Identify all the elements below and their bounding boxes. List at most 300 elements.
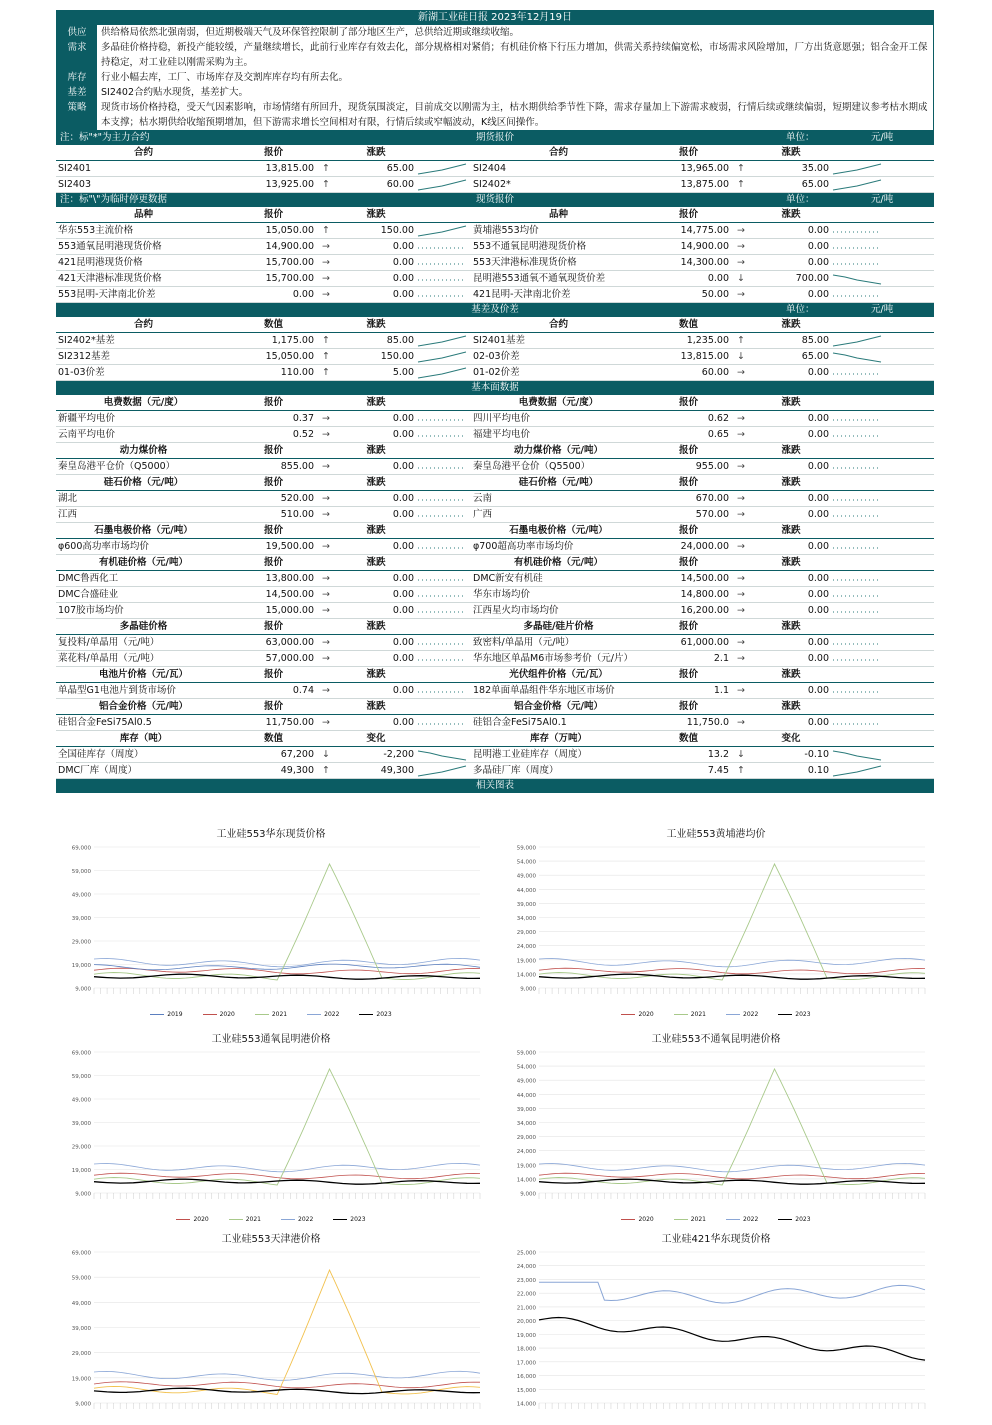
legend-label: 2021 [245, 1216, 261, 1223]
row-value: 14,800.00 [646, 587, 731, 603]
change-arrow-icon: → [316, 507, 336, 523]
table-header-row [56, 619, 934, 635]
row-change: 0.00 [336, 651, 416, 667]
legend-item [674, 1216, 706, 1223]
sparkline [831, 428, 883, 442]
y-tick-label: 39,000 [71, 1326, 91, 1332]
column-header: 涨跌 [336, 395, 416, 411]
legend-item [674, 1011, 706, 1018]
legend-item [778, 1011, 810, 1018]
row-label: DMC鲁西化工 [56, 571, 231, 587]
y-tick-label: 59,000 [516, 845, 536, 852]
table-header-row [56, 395, 934, 411]
column-header [316, 475, 336, 491]
change-arrow-icon: → [731, 539, 751, 555]
summary-text: SI2402合约贴水现货，基差扩大。 [101, 87, 249, 98]
row-value: 67,200 [231, 747, 316, 763]
legend-label: 2023 [795, 1011, 811, 1018]
table-row [56, 507, 934, 523]
row-value: 520.00 [231, 491, 316, 507]
row-change: 0.00 [751, 223, 831, 239]
data-table [56, 667, 934, 699]
row-label: 01-02价差 [471, 365, 646, 381]
trend-cell [831, 539, 934, 555]
sparkline [416, 716, 468, 730]
summary-text: 多晶硅价格持稳，新投产能较缓，产量继续增长，此前行业库存有效去化，部分规格相对紧俏；有机硅价格下行压力增加，供需关系持续偏宽松，市场需求风险增加，厂方出货意愿强；铝合金开工保持稳定，对工业硅以刚需采购为主。 [101, 42, 928, 68]
y-tick-label: 49,000 [516, 1078, 536, 1085]
row-change: 0.00 [336, 683, 416, 699]
summary-text: 行业小幅去库，工厂、市场库存及交割库库存均有所去化。 [101, 72, 349, 83]
trend-cell [416, 763, 471, 779]
y-tick-label: 54,000 [516, 859, 536, 866]
column-header: 报价 [231, 555, 316, 571]
section-header [56, 131, 934, 145]
legend-swatch-icon [726, 1014, 740, 1016]
trend-cell [831, 287, 934, 303]
y-tick-label: 69,000 [71, 1250, 91, 1257]
column-header [831, 731, 934, 747]
trend-cell [416, 651, 471, 667]
row-value: 2.1 [646, 651, 731, 667]
data-table [56, 145, 934, 193]
table-row [56, 747, 934, 763]
series-line [539, 1282, 925, 1303]
row-label: SI2402*基差 [56, 333, 231, 349]
sparkline [831, 178, 883, 192]
sparkline [831, 508, 883, 522]
data-table [56, 555, 934, 619]
column-header: 报价 [231, 207, 316, 223]
series-line [94, 1173, 480, 1179]
y-tick-label: 49,000 [516, 873, 536, 880]
row-label: 553不通氧昆明港现货价格 [471, 239, 646, 255]
y-tick-label: 29,000 [516, 1135, 536, 1142]
legend-label: 2020 [219, 1011, 235, 1018]
trend-cell [831, 427, 934, 443]
change-arrow-icon: → [316, 603, 336, 619]
change-arrow-icon: → [731, 427, 751, 443]
table-row [56, 459, 934, 475]
row-change: 0.10 [751, 763, 831, 779]
sparkline [831, 460, 883, 474]
column-header: 多晶硅/硅片价格 [471, 619, 646, 635]
table-row [56, 763, 934, 779]
unit-value: 元/吨 [871, 304, 894, 315]
report-title: 新湖工业硅日报 2023年12月19日 [56, 10, 934, 25]
column-header: 涨跌 [336, 699, 416, 715]
sparkline [831, 684, 883, 698]
section-title: 期货报价 [475, 132, 514, 143]
sparkline [831, 162, 883, 176]
legend-label: 2022 [324, 1011, 340, 1018]
y-tick-label: 22,000 [516, 1291, 536, 1298]
column-header: 变化 [751, 731, 831, 747]
legend-swatch-icon [150, 1014, 164, 1016]
column-header: 报价 [231, 395, 316, 411]
y-tick-label: 24,000 [516, 1264, 536, 1271]
row-change: 0.00 [751, 287, 831, 303]
trend-cell [416, 491, 471, 507]
y-tick-label: 14,000 [516, 1177, 536, 1184]
table-row [56, 271, 934, 287]
row-value: 14,500.00 [231, 587, 316, 603]
table-header-row [56, 475, 934, 491]
row-label: φ600高功率市场均价 [56, 539, 231, 555]
trend-cell [831, 651, 934, 667]
column-header: 石墨电极价格（元/吨） [471, 523, 646, 539]
row-change: 0.00 [751, 255, 831, 271]
legend-item [726, 1216, 758, 1223]
row-label: 广西 [471, 507, 646, 523]
change-arrow-icon: → [316, 271, 336, 287]
chart [56, 825, 486, 1020]
column-header: 涨跌 [336, 475, 416, 491]
chart-title: 工业硅553不通氧昆明港价格 [651, 1034, 781, 1045]
column-header: 报价 [646, 667, 731, 683]
data-table [56, 475, 934, 523]
column-header: 涨跌 [336, 619, 416, 635]
row-value: 61,000.00 [646, 635, 731, 651]
change-arrow-icon: → [731, 255, 751, 271]
sparkline [416, 428, 468, 442]
change-arrow-icon: ↑ [316, 177, 336, 193]
row-change: 0.00 [751, 603, 831, 619]
row-label: SI2401 [56, 161, 231, 177]
change-arrow-icon: ↑ [316, 223, 336, 239]
section-title: 现货报价 [475, 194, 514, 205]
column-header: 涨跌 [336, 207, 416, 223]
y-tick-label: 34,000 [516, 916, 536, 922]
column-header [416, 443, 471, 459]
sparkline [416, 272, 468, 286]
row-value: 50.00 [646, 287, 731, 303]
trend-cell [831, 587, 934, 603]
column-header: 库存（吨） [56, 731, 231, 747]
column-header: 数值 [231, 731, 316, 747]
y-tick-label: 49,000 [71, 892, 91, 899]
trend-cell [416, 223, 471, 239]
row-value: 0.74 [231, 683, 316, 699]
table-row [56, 715, 934, 731]
row-change: 49,300 [336, 763, 416, 779]
sparkline [416, 492, 468, 506]
row-change: 0.00 [751, 427, 831, 443]
row-change: 85.00 [336, 333, 416, 349]
unit-label: 单位： [786, 194, 815, 205]
row-change: 5.00 [336, 365, 416, 381]
row-value: 13.2 [646, 747, 731, 763]
row-change: 150.00 [336, 223, 416, 239]
row-label: 107胶市场均价 [56, 603, 231, 619]
legend-label: 2023 [795, 1216, 811, 1223]
unit-label: 单位： [786, 132, 815, 143]
row-label: 硅铝合金FeSi75Al0.1 [471, 715, 646, 731]
legend-item [176, 1216, 208, 1223]
legend-label: 2022 [743, 1011, 759, 1018]
row-change: 0.00 [751, 571, 831, 587]
summary-label: 库存 [57, 70, 97, 85]
row-label: 云南平均电价 [56, 427, 231, 443]
column-header: 数值 [646, 317, 731, 333]
table-row [56, 683, 934, 699]
change-arrow-icon: → [731, 715, 751, 731]
change-arrow-icon: ↑ [731, 763, 751, 779]
column-header [831, 443, 934, 459]
row-value: 60.00 [646, 365, 731, 381]
column-header [831, 207, 934, 223]
column-header: 涨跌 [336, 145, 416, 161]
column-header: 涨跌 [336, 317, 416, 333]
row-label: 秦皇岛港平仓价（Q5000） [56, 459, 231, 475]
row-value: 16,200.00 [646, 603, 731, 619]
y-tick-label: 69,000 [71, 845, 91, 852]
column-header: 报价 [231, 699, 316, 715]
row-label: 421昆明-天津南北价差 [471, 287, 646, 303]
column-header [416, 145, 471, 161]
row-label: SI2404 [471, 161, 646, 177]
trend-cell [831, 459, 934, 475]
row-value: 15,050.00 [231, 349, 316, 365]
y-tick-label: 59,000 [71, 1074, 91, 1080]
table-row [56, 411, 934, 427]
legend-label: 2021 [690, 1216, 706, 1223]
sparkline [416, 224, 468, 238]
column-header [831, 699, 934, 715]
column-header [316, 317, 336, 333]
legend-swatch-icon [778, 1014, 792, 1016]
change-arrow-icon: → [316, 459, 336, 475]
column-header: 电费数据（元/度） [471, 395, 646, 411]
column-header [731, 443, 751, 459]
column-header: 硅石价格（元/吨） [471, 475, 646, 491]
change-arrow-icon: → [316, 635, 336, 651]
column-header: 有机硅价格（元/吨） [56, 555, 231, 571]
row-label: φ700超高功率市场均价 [471, 539, 646, 555]
section-header [56, 193, 934, 207]
summary-section [56, 25, 934, 131]
column-header [316, 619, 336, 635]
data-table [56, 317, 934, 381]
y-tick-label: 54,000 [516, 1064, 536, 1071]
sparkline [831, 224, 883, 238]
row-label: 秦皇岛港平仓价（Q5500） [471, 459, 646, 475]
column-header: 涨跌 [751, 667, 831, 683]
trend-cell [831, 333, 934, 349]
data-table [56, 443, 934, 475]
column-header [416, 207, 471, 223]
trend-cell [831, 365, 934, 381]
chart-plot [56, 1030, 486, 1225]
row-value: 855.00 [231, 459, 316, 475]
y-tick-label: 19,000 [516, 1332, 536, 1339]
row-value: 0.00 [231, 287, 316, 303]
row-change: 0.00 [751, 635, 831, 651]
change-arrow-icon: → [316, 651, 336, 667]
y-tick-label: 59,000 [71, 1275, 91, 1282]
row-value: 11,750.00 [231, 715, 316, 731]
trend-cell [416, 365, 471, 381]
row-value: 15,000.00 [231, 603, 316, 619]
column-header: 涨跌 [751, 207, 831, 223]
column-header: 涨跌 [336, 523, 416, 539]
y-tick-label: 59,000 [516, 1050, 536, 1057]
change-arrow-icon: ↑ [731, 333, 751, 349]
row-change: 0.00 [336, 271, 416, 287]
report-sheet [56, 10, 934, 793]
sparkline [416, 748, 468, 762]
row-label: 02-03价差 [471, 349, 646, 365]
legend-item [621, 1216, 653, 1223]
section-note: 注：标"*"为主力合约 [60, 132, 150, 143]
sparkline [831, 272, 883, 286]
row-value: 0.62 [646, 411, 731, 427]
column-header [316, 667, 336, 683]
trend-cell [416, 271, 471, 287]
sparkline [416, 162, 468, 176]
trend-cell [416, 635, 471, 651]
change-arrow-icon: → [731, 587, 751, 603]
legend-label: 2022 [298, 1216, 314, 1223]
row-change: 0.00 [336, 715, 416, 731]
column-header [416, 317, 471, 333]
trend-cell [416, 571, 471, 587]
change-arrow-icon: ↑ [316, 763, 336, 779]
row-value: 670.00 [646, 491, 731, 507]
column-header: 报价 [646, 619, 731, 635]
summary-label: 需求 [57, 40, 97, 70]
legend-item [203, 1011, 235, 1018]
y-tick-label: 20,000 [516, 1319, 536, 1326]
row-label: DMC厂库（周度） [56, 763, 231, 779]
sparkline [416, 636, 468, 650]
column-header [831, 667, 934, 683]
row-change: 35.00 [751, 161, 831, 177]
trend-cell [416, 411, 471, 427]
column-header [731, 317, 751, 333]
legend-swatch-icon [674, 1219, 688, 1221]
sparkline [831, 764, 883, 778]
row-value: 0.37 [231, 411, 316, 427]
change-arrow-icon: ↑ [316, 365, 336, 381]
change-arrow-icon: → [731, 411, 751, 427]
row-value: 19,500.00 [231, 539, 316, 555]
change-arrow-icon: ↑ [731, 177, 751, 193]
row-change: 0.00 [336, 255, 416, 271]
row-value: 13,925.00 [231, 177, 316, 193]
y-tick-label: 17,000 [516, 1360, 536, 1367]
column-header: 报价 [646, 443, 731, 459]
column-header: 涨跌 [751, 699, 831, 715]
column-header: 报价 [231, 523, 316, 539]
trend-cell [831, 507, 934, 523]
trend-cell [831, 635, 934, 651]
summary-row [57, 25, 933, 40]
summary-label: 供应 [57, 25, 97, 40]
column-header [831, 619, 934, 635]
row-change: 0.00 [336, 587, 416, 603]
sparkline [416, 256, 468, 270]
trend-cell [831, 747, 934, 763]
column-header [416, 667, 471, 683]
table-row [56, 223, 934, 239]
row-label: SI2402* [471, 177, 646, 193]
table-row [56, 333, 934, 349]
change-arrow-icon: → [316, 239, 336, 255]
column-header [731, 475, 751, 491]
sparkline [416, 604, 468, 618]
column-header [731, 145, 751, 161]
y-tick-label: 49,000 [71, 1300, 91, 1307]
trend-cell [831, 239, 934, 255]
change-arrow-icon: → [731, 223, 751, 239]
column-header: 动力煤价格 [56, 443, 231, 459]
change-arrow-icon: → [731, 571, 751, 587]
section-title: 基本面数据 [471, 382, 519, 393]
column-header [731, 731, 751, 747]
change-arrow-icon: → [316, 571, 336, 587]
tables-section [56, 131, 934, 779]
column-header: 品种 [56, 207, 231, 223]
chart-plot [501, 825, 931, 1020]
trend-cell [416, 349, 471, 365]
y-tick-label: 14,000 [516, 972, 536, 979]
row-value: 13,875.00 [646, 177, 731, 193]
trend-cell [416, 177, 471, 193]
summary-row [57, 40, 933, 70]
trend-cell [831, 223, 934, 239]
y-tick-label: 44,000 [516, 887, 536, 894]
sparkline [416, 588, 468, 602]
row-value: 510.00 [231, 507, 316, 523]
column-header [316, 731, 336, 747]
sparkline [416, 412, 468, 426]
row-change: 150.00 [336, 349, 416, 365]
change-arrow-icon: ↓ [731, 271, 751, 287]
legend-item [333, 1216, 365, 1223]
column-header [316, 145, 336, 161]
trend-cell [831, 255, 934, 271]
change-arrow-icon: → [731, 239, 751, 255]
sparkline [416, 508, 468, 522]
column-header: 多晶硅价格 [56, 619, 231, 635]
trend-cell [416, 603, 471, 619]
column-header [831, 523, 934, 539]
column-header [316, 395, 336, 411]
column-header: 铝合金价格（元/吨） [471, 699, 646, 715]
column-header: 报价 [646, 555, 731, 571]
row-change: 0.00 [751, 539, 831, 555]
y-tick-label: 19,000 [516, 958, 536, 965]
chart-plot [501, 1230, 931, 1425]
row-label: 华东553主流价格 [56, 223, 231, 239]
column-header [831, 145, 934, 161]
table-header-row [56, 555, 934, 571]
data-table [56, 207, 934, 303]
data-table [56, 523, 934, 555]
column-header [831, 317, 934, 333]
table-header-row [56, 207, 934, 223]
table-row [56, 239, 934, 255]
column-header: 涨跌 [336, 443, 416, 459]
y-tick-label: 9,000 [75, 986, 91, 993]
column-header: 电池片价格（元/瓦） [56, 667, 231, 683]
column-header: 变化 [336, 731, 416, 747]
chart-title: 工业硅553通氧昆明港价格 [211, 1034, 331, 1045]
column-header [731, 619, 751, 635]
table-row [56, 571, 934, 587]
column-header: 报价 [231, 667, 316, 683]
legend-swatch-icon [778, 1219, 792, 1221]
